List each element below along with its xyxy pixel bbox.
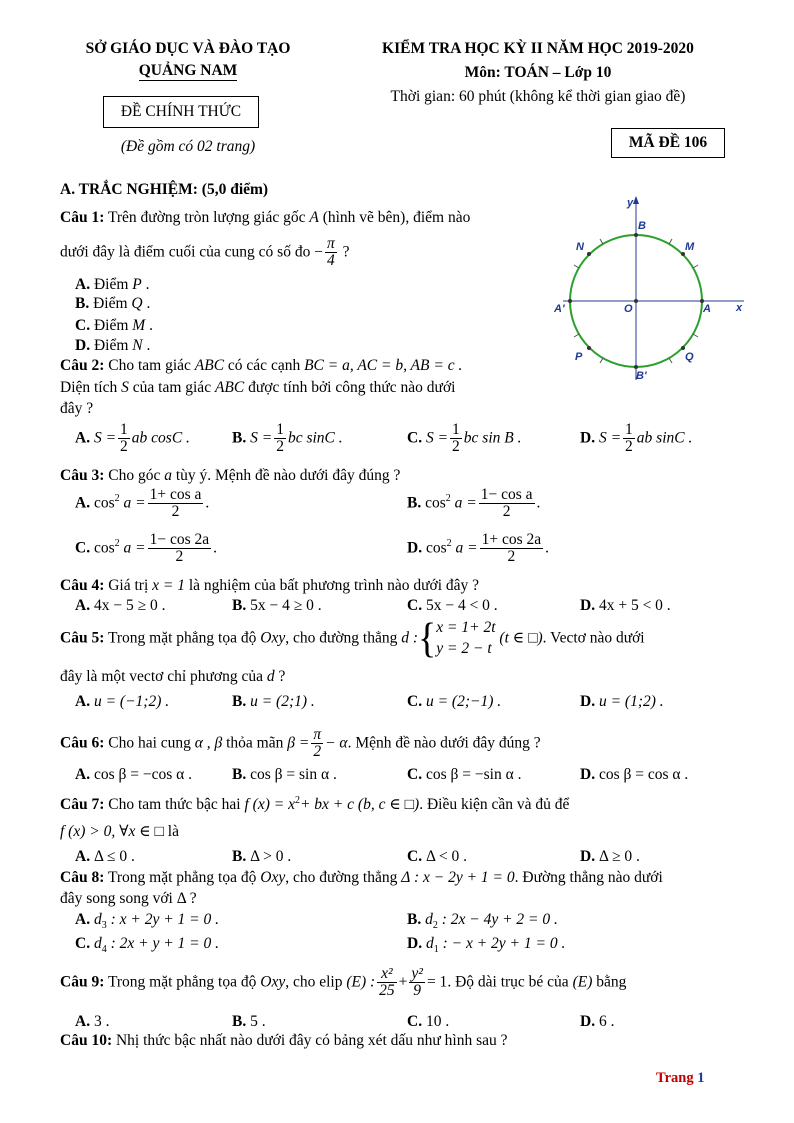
q5-d: d : [401,629,419,647]
q8-option-c-label: C. [75,935,91,952]
q6-option-b-label: B. [232,766,247,783]
q2-text-f: đây ? [60,400,94,417]
label-q: Q [685,351,694,363]
q7-line2 [60,822,179,841]
q4-option-b-text: 5x − 4 ≥ 0 . [250,597,322,614]
q2-option-c[interactable] [407,422,521,456]
q5-title: Câu 5: [60,629,105,647]
subject: Môn: TOÁN – Lớp 10 [464,64,612,81]
exam-title: KIỂM TRA HỌC KỲ II NĂM HỌC 2019-2020 [382,40,694,57]
q1-option-c-label: C. [75,317,91,334]
q6-fraction [311,727,323,761]
q8-option-a-label: A. [75,911,91,928]
q8-option-c-name: d [93,935,102,952]
q8-option-d[interactable] [407,935,565,955]
page-num: 1 [697,1070,705,1086]
q8-text-b: , cho đường thẳng [285,869,398,886]
q7-title: Câu 7: [60,796,105,814]
q8-delta: Δ [176,890,186,907]
q8-option-d-label: D. [407,935,423,952]
q3-option-b-mid: a = [454,494,477,512]
q2-option-d-post: ab sinC . [636,429,693,447]
q1-option-a-label: A. [75,276,91,293]
q2-option-a-label: A. [75,429,91,447]
official-stamp: ĐỀ CHÍNH THỨC [103,96,259,128]
label-a-right: A [703,303,711,315]
exam-code: MÃ ĐỀ 106 [611,128,725,158]
q4-title: Câu 4: [60,577,105,594]
q9-option-c-text: 10 . [425,1013,450,1030]
q8-title: Câu 8: [60,869,105,886]
q5-qmark: ? [278,668,286,685]
q5-option-d-text: u = (1;2) . [598,693,664,710]
q5-system [436,618,495,660]
q4-option-c-text: 5x − 4 < 0 . [425,597,498,614]
q3-option-b-sup: 2 [445,493,451,505]
q5-option-c-text: u = (2;−1) . [425,693,502,710]
q3-option-d-den: 2 [507,548,516,566]
q8-option-b[interactable] [407,911,558,931]
q3-option-c-den: 2 [175,548,184,566]
q6-option-b[interactable] [232,766,337,784]
q3-option-c-label: C. [75,539,91,557]
q2-option-b-num: 1 [276,421,284,438]
q9-option-b[interactable] [232,1013,266,1031]
q9-option-a[interactable] [75,1013,109,1031]
q2-option-c-pre: S = [425,429,449,447]
q7-option-c-label: C. [407,848,423,865]
q2-abc-2: ABC [214,379,245,396]
q5-line1 [60,615,645,663]
q8-line1 [60,869,663,887]
label-o: O [624,303,633,315]
q7-line1 [60,795,569,814]
q5-line-y: y = 2 − t [436,639,492,657]
q3-option-a-num: 1+ cos a [149,486,202,503]
q9-option-a-label: A. [75,1013,91,1030]
q2-option-a-pre: S = [93,429,117,447]
q7-option-b[interactable] [232,848,291,866]
q3-option-b-pre: cos [425,494,446,512]
q9-plus: + [398,973,408,991]
q5-d2: d [266,668,275,685]
q8-text-c: . Đường thẳng nào dưới [514,869,663,886]
q8-option-d-sub: 1 [433,944,439,956]
q5-text-b: , cho đường thẳng [285,629,398,647]
q1-option-a-text: Điểm [93,276,129,293]
q8-line: Δ : x − 2y + 1 = 0 [401,869,515,886]
q7-text-a: Cho tam thức bậc hai [108,796,241,814]
q5-line2 [60,668,285,686]
q3-text-a: Cho góc [108,467,161,484]
q5-option-a-label: A. [75,693,91,710]
q3-var: a [164,467,172,484]
q5-line-x: x = 1+ 2t [436,619,496,636]
unit-circle-figure [548,192,748,382]
q2-option-a-den: 2 [120,438,128,456]
q5-option-a-text: u = (−1;2) . [93,693,170,710]
q4-option-d[interactable] [580,597,671,615]
q2-option-d-num: 1 [625,421,633,438]
q2-option-d[interactable] [580,422,692,456]
q3-option-c-num: 1− cos 2a [149,531,210,548]
q3-option-c-sup: 2 [114,538,120,550]
q2-text-c: Diện tích [60,379,118,396]
y-arrow [633,196,639,204]
q7-option-a-label: A. [75,848,91,865]
q3-title: Câu 3: [60,467,105,484]
q3-option-d-mid: a = [455,539,478,557]
q4-option-a[interactable] [75,597,165,615]
q1-option-d-label: D. [75,337,91,354]
q7-option-d-text: Δ ≥ 0 . [598,848,640,865]
label-b-bottom: B' [636,370,647,382]
q8-option-c[interactable] [75,935,219,955]
page-word: Trang [656,1070,694,1086]
q4-val: x = 1 [152,577,185,594]
q9-option-a-text: 3 . [93,1013,110,1030]
q9-num2: y² [411,965,423,982]
q6-option-c[interactable] [407,766,521,784]
q2-option-d-frac [623,422,635,456]
q8-text-d: đây song song với [60,890,173,907]
q3-line1 [60,467,400,485]
q9-eq: = 1 [426,973,448,991]
q2-line2 [60,379,455,397]
q1-option-c[interactable] [75,317,153,335]
q3-option-b[interactable] [407,487,540,521]
q2-option-c-num: 1 [452,421,460,438]
q8-option-b-label: B. [407,911,422,928]
q8-option-c-text: : 2x + y + 1 = 0 . [110,935,220,952]
q3-option-a-label: A. [75,494,91,512]
q7-f-rest: + bx + c [299,796,355,814]
label-n: N [576,241,584,253]
q2-text-a: Cho tam giác [108,357,191,374]
q3-text-b: tùy ý. Mệnh đề nào dưới đây đúng ? [175,467,401,484]
q2-text-e: được tính bởi công thức nào dưới [248,379,456,396]
q1-minus: − [314,243,323,261]
q2-option-a-frac [118,422,130,456]
q8-option-b-name: d [425,911,433,928]
q9-option-c[interactable] [407,1013,449,1031]
q1-option-d-var: N [132,337,143,354]
q7-option-a-text: Δ ≤ 0 . [93,848,135,865]
label-m: M [685,241,695,253]
q5-text-a: Trong mặt phẳng tọa độ [107,629,257,647]
q3-option-c-mid: a = [123,539,146,557]
q1-text-c: dưới đây là điểm cuối của cung có số đo [60,243,311,261]
q7-text-c: là [167,823,179,840]
q6-option-d-label: D. [580,766,596,783]
q4-option-b[interactable] [232,597,322,615]
q1-option-b[interactable] [75,295,150,313]
q2-option-b-post: bc sinC . [287,429,343,447]
q6-option-c-text: cos β = −sin α . [425,766,522,783]
q8-option-a-sub: 3 [101,920,107,932]
q7-sup: 2 [294,795,300,806]
section-a-title: A. TRẮC NGHIỆM: (5,0 điểm) [60,181,269,198]
q9-den1: 25 [379,982,395,1000]
q2-line1 [60,357,462,375]
q1-option-b-var: Q [131,295,143,312]
label-p: P [575,351,583,363]
q9-oxy: Oxy [260,973,286,991]
q3-option-b-end: . [536,494,541,512]
q9-den2: 9 [413,982,422,1000]
q1-option-b-text: Điểm [93,295,128,312]
pages-note: (Đề gồm có 02 trang) [120,138,256,155]
q1-line2 [60,236,349,270]
exam-time: Thời gian: 60 phút (không kể thời gian giao đề) [390,88,686,105]
q8-option-b-text: : 2x − 4y + 2 = 0 . [441,911,558,928]
q1-option-c-end: . [149,317,153,334]
q2-text-d: của tam giác [132,379,212,396]
dept-line2 [58,62,318,80]
q4-line1 [60,577,479,595]
q9-frac-x [377,966,397,1000]
q9-option-d-label: D. [580,1013,596,1030]
q2-sides: BC = a, AC = b, AB = c . [304,357,463,374]
q1-option-c-var: M [132,317,146,334]
q2-option-b[interactable] [232,422,343,456]
q5-brace-icon: { [418,615,437,663]
q3-option-d-pre: cos [425,539,447,557]
q8-option-a-text: : x + 2y + 1 = 0 . [110,911,220,928]
q7-option-d-label: D. [580,848,596,865]
q4-option-c[interactable] [407,597,498,615]
q1-text-a: Trên đường tròn lượng giác gốc [107,209,306,226]
q2-option-b-frac [274,422,286,456]
q3-option-c-end: . [213,539,218,557]
q3-option-a-sup: 2 [114,493,120,505]
q2-option-c-den: 2 [452,438,460,456]
q7-option-b-text: Δ > 0 . [250,848,292,865]
q8-oxy: Oxy [260,869,286,886]
q3-option-a-frac [148,487,204,521]
q5-oxy: Oxy [260,629,286,647]
q6-text-b: thỏa mãn [226,734,284,752]
q1-option-b-label: B. [75,295,90,312]
q2-option-d-den: 2 [625,438,633,456]
q1-option-a-end: . [145,276,150,293]
q4-option-d-label: D. [580,597,596,614]
q3-option-d[interactable] [407,532,549,566]
q7-option-c[interactable] [407,848,467,866]
q2-abc: ABC [194,357,225,374]
q3-option-b-num: 1− cos a [480,486,533,503]
q9-num1: x² [377,966,397,983]
q2-option-b-den: 2 [276,438,284,456]
q3-option-a-end: . [205,494,210,512]
q3-option-a-den: 2 [171,503,180,521]
q8-option-a-name: d [93,911,102,928]
q3-option-c[interactable] [75,532,217,566]
q8-option-d-text: : − x + 2y + 1 = 0 . [442,935,566,952]
q6-vars: α , β [194,734,223,752]
q3-option-d-sup: 2 [446,538,452,550]
q10-title: Câu 10: [60,1032,113,1049]
q6-title: Câu 6: [60,734,105,752]
q7-option-b-label: B. [232,848,247,865]
q9-frac-y [409,966,425,1000]
q1-option-a[interactable] [75,276,149,294]
q3-option-a-mid: a = [123,494,146,512]
q7-f: f (x) = x [244,796,295,814]
label-b-top: B [638,220,646,232]
q3-option-b-den: 2 [502,503,511,521]
q4-option-c-label: C. [407,597,423,614]
q5-option-d-label: D. [580,693,596,710]
q9-option-d-text: 6 . [598,1013,615,1030]
q7-text-b: . Điều kiện cần và đủ để [419,796,570,814]
q2-title: Câu 2: [60,357,105,374]
q2-option-c-label: C. [407,429,423,447]
dept-line2-text: QUẢNG NAM [138,62,238,79]
q8-option-d-name: d [425,935,434,952]
q3-option-b-label: B. [407,494,422,512]
q6-text-a: Cho hai cung [108,734,191,752]
q9-text-a: Trong mặt phẳng tọa độ [107,973,257,991]
q7-cond: (b, c ∈ □) [357,796,420,814]
q9-text-c: . Độ dài trục bé của [447,973,569,991]
q9-e2: (E) [572,973,593,991]
q5-option-c-label: C. [407,693,423,710]
q3-option-d-num: 1+ cos 2a [481,531,542,548]
q9-e: (E) : [346,973,376,991]
q9-option-d[interactable] [580,1013,614,1031]
q4-option-b-label: B. [232,597,247,614]
q6-den: 2 [313,743,322,761]
q3-option-d-frac [480,532,544,566]
q5-option-d[interactable] [580,693,664,711]
q1-fraction [325,236,337,270]
q6-num: π [313,726,322,743]
q4-option-a-label: A. [75,597,91,614]
q2-option-d-label: D. [580,429,596,447]
q8-option-c-sub: 4 [101,944,107,956]
q9-option-c-label: C. [407,1013,423,1030]
q4-option-d-text: 4x + 5 < 0 . [598,597,671,614]
q6-beta: β = [287,734,310,752]
q6-rest: − α [325,734,348,752]
q1-option-d-text: Điểm [93,337,129,354]
q7-option-c-text: Δ < 0 . [425,848,468,865]
q6-option-d-text: cos β = cos α . [598,766,689,783]
q5-option-b-label: B. [232,693,247,710]
q7-line2-expr: f (x) > 0, ∀x ∈ □ [60,823,164,840]
q1-option-d[interactable] [75,337,150,355]
label-y: y [627,197,634,209]
q9-option-b-label: B. [232,1013,247,1030]
q5-text-c: . Vectơ nào dưới [542,629,645,647]
q1-option-b-end: . [146,295,151,312]
q1-den: 4 [326,252,335,270]
q1-option-d-end: . [146,337,151,354]
q8-option-a[interactable] [75,911,219,931]
q2-option-d-pre: S = [598,429,622,447]
label-a-left: A' [554,303,565,315]
q8-text-a: Trong mặt phẳng tọa độ [107,869,257,886]
q1-qmark: ? [342,243,350,261]
q1-option-a-var: P [132,276,142,293]
q4-text-a: Giá trị [108,577,149,594]
q2-option-a-num: 1 [120,421,128,438]
q1-title: Câu 1: [60,209,105,226]
q10-line1 [60,1032,508,1050]
q5-option-b[interactable] [232,693,315,711]
q4-option-a-text: 4x − 5 ≥ 0 . [93,597,166,614]
q5-text-d: đây là một vectơ chỉ phương của [60,668,263,685]
q8-qmark: ? [189,890,197,907]
q2-text-b: có các cạnh [227,357,301,374]
q1-num: π [326,235,335,252]
q7-option-a[interactable] [75,848,135,866]
q6-option-a[interactable] [75,766,192,784]
dept-line1: SỞ GIÁO DỤC VÀ ĐÀO TẠO [85,40,291,57]
q3-option-b-frac [479,487,535,521]
q2-option-a-post: ab cosC . [131,429,190,447]
q8-option-b-sub: 2 [432,920,438,932]
q2-option-c-frac [450,422,462,456]
q6-option-c-label: C. [407,766,423,783]
q3-option-a[interactable] [75,487,209,521]
q2-option-b-pre: S = [250,429,273,447]
q5-option-b-text: u = (2;1) . [250,693,315,710]
q2-option-c-post: bc sin B . [463,429,522,447]
q9-text-d: bằng [596,973,627,991]
q1-option-c-text: Điểm [93,317,129,334]
q3-option-c-frac [148,532,212,566]
q9-text-b: , cho elip [285,973,343,991]
q6-option-b-text: cos β = sin α . [250,766,337,783]
q2-option-b-label: B. [232,429,247,447]
q5-param: (t ∈ □) [499,629,543,647]
page-number [656,1070,704,1087]
q7-option-d[interactable] [580,848,640,866]
q6-option-a-label: A. [75,766,91,783]
q5-option-a[interactable] [75,693,169,711]
q1-var-a: A [309,209,319,226]
q5-option-c[interactable] [407,693,501,711]
q10-text: Nhị thức bậc nhất nào dưới đây có bảng xét dấu như hình sau ? [115,1032,508,1049]
q2-s: S [121,379,129,396]
q3-option-a-pre: cos [93,494,115,512]
q6-option-a-text: cos β = −cos α . [93,766,193,783]
q2-option-a[interactable] [75,422,190,456]
q4-text-b: là nghiệm của bất phương trình nào dưới đây ? [188,577,480,594]
q3-option-c-pre: cos [93,539,115,557]
q6-option-d[interactable] [580,766,688,784]
q6-text-c: . Mệnh đề nào dưới đây đúng ? [347,734,541,752]
q8-line2 [60,890,197,908]
q3-option-d-label: D. [407,539,423,557]
q9-line1 [60,966,626,1000]
q3-option-d-end: . [545,539,550,557]
q1-text-b: (hình vẽ bên), điểm nào [322,209,471,226]
label-x: x [736,302,743,314]
q9-title: Câu 9: [60,973,105,991]
q6-line1 [60,727,541,761]
q9-option-b-text: 5 . [250,1013,266,1030]
q1-line1 [60,209,470,227]
